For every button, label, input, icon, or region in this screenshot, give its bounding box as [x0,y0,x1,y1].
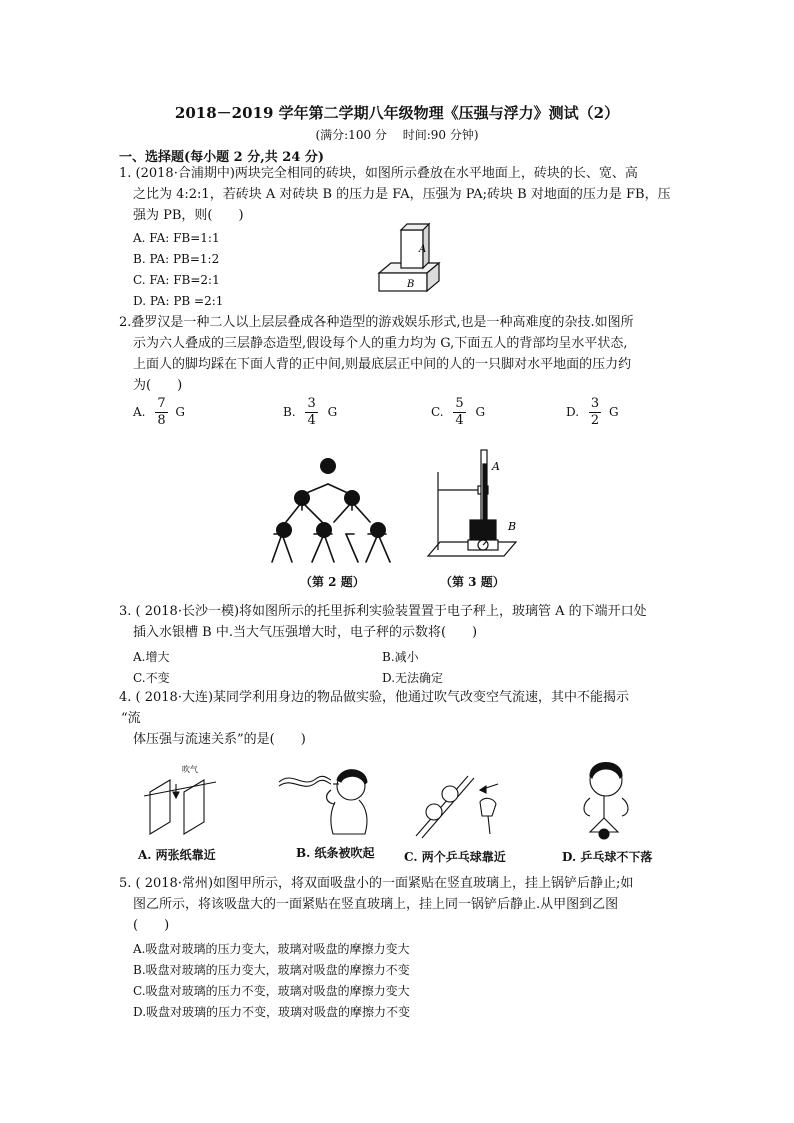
q4-line-2: “流 [121,711,141,726]
q4-caption-a: A. 两张纸靠近 [138,848,216,862]
q2-option-b [283,396,337,429]
q5-option-a: A.吸盘对玻璃的压力变大，玻璃对吸盘的摩擦力变大 [133,942,410,956]
q1-label-a: A [419,244,427,255]
page-title: 2018－2019 学年第二学期八年级物理《压强与浮力》测试（2） [174,104,620,122]
q2-line-3: 上面人的脚均踩在下面人背的正中间,则最底层正中间的人的一只脚对水平地面的压力约 [133,357,632,372]
q2-option-b-unit: G [327,405,338,419]
q2-option-c-den: 4 [455,413,464,428]
q2-option-d [566,396,619,429]
section-heading-choice: 一、选择题(每小题 2 分,共 24 分) [119,150,325,165]
q4-figure-d-funnel-ball [560,758,650,844]
q5-line-1: 5. ( 2018·常州)如图甲所示，将双面吸盘小的一面紧贴在竖直玻璃上，挂上锅铲后静止;如 [119,876,634,891]
q4-caption-d: D. 乒乓球不下落 [562,850,653,864]
q2-option-a-fraction [155,396,167,429]
q2-figure-caption: （第 2 题） [300,575,365,589]
q2-option-c-fraction [453,396,465,429]
q2-option-b-den: 4 [307,413,316,428]
q2-option-b-fraction [305,396,317,429]
q4-line-3: 体压强与流速关系”的是( ) [133,732,306,747]
q3-option-a: A.增大 [133,650,170,664]
q2-line-1: 2.叠罗汉是一种二人以上层层叠成各种造型的游戏娱乐形式,也是一种高难度的杂技.如图所 [119,315,634,330]
q5-option-c: C.吸盘对玻璃的压力不变，玻璃对吸盘的摩擦力变大 [133,984,410,998]
q4-figure-c-ping-pong-balls [410,762,510,842]
q1-option-a: A. FA: FB=1:1 [133,231,220,245]
q5-option-d: D.吸盘对玻璃的压力不变，玻璃对吸盘的摩擦力不变 [133,1005,411,1019]
q2-option-a-label: A. [133,405,146,419]
q2-option-c-num: 5 [455,396,464,411]
q2-pyramid-figure [266,452,416,570]
q4-figure-b-paper-strip [275,760,375,840]
q5-line-3: ( ) [133,918,170,933]
q2-line-4: 为( ) [133,378,183,393]
q3-line-1: 3. ( 2018·长沙一模)将如图所示的托里拆利实验装置置于电子秤上，玻璃管 A 的下端开口处 [119,604,647,619]
q2-option-b-label: B. [283,405,296,419]
q3-line-2: 插入水银槽 B 中.当大气压强增大时，电子秤的示数将( ) [133,625,478,640]
q2-option-c [431,396,485,429]
q4-caption-b: B. 纸条被吹起 [296,846,375,860]
q2-option-d-label: D. [566,405,580,419]
q1-label-b: B [407,279,415,290]
q2-option-d-den: 2 [590,413,600,428]
q3-figure-caption: （第 3 题） [440,575,505,589]
q3-label-a: A [492,460,500,473]
q1-line-1: 1. (2018·合浦期中)两块完全相同的砖块，如图所示叠放在水平地面上，砖块的长、宽、高 [119,166,638,181]
q5-line-2: 图乙所示，将该吸盘大的一面紧贴在竖直玻璃上，挂上同一锅铲后静止.从甲图到乙图 [133,897,619,912]
q4-figure-a-two-papers [140,762,230,842]
q1-line-2: 之比为 4:2:1，若砖块 A 对砖块 B 的压力是 FA，压强为 PA;砖块 B 对地面的压力是 FB，压 [133,187,671,202]
q3-label-b: B [508,520,517,533]
page-subtitle: (满分:100 分 时间:90 分钟) [315,128,479,142]
q2-option-c-unit: G [475,405,486,419]
q2-option-d-fraction [589,396,601,429]
q1-option-b: B. PA: PB=1:2 [133,252,220,266]
q2-option-a-unit: G [175,405,186,419]
q1-option-c: C. FA: FB=2:1 [133,273,220,287]
q5-option-b: B.吸盘对玻璃的压力变大，玻璃对吸盘的摩擦力不变 [133,963,410,977]
q3-option-b: B.减小 [382,650,419,664]
q4-blow-label: 吹气 [182,765,198,774]
q2-option-a-den: 8 [157,413,166,428]
q2-option-b-num: 3 [307,396,316,411]
q2-line-2: 示为六人叠成的三层静态造型,假设每个人的重力均为 G,下面五人的背部均呈水平状态, [133,336,628,351]
q2-option-a-num: 7 [157,396,166,411]
q3-option-d: D.无法确定 [382,671,444,685]
q2-option-a [133,396,185,429]
q2-option-d-num: 3 [590,396,600,411]
q2-option-d-unit: G [608,405,619,419]
q1-option-d: D. PA: PB =2:1 [133,294,224,308]
q4-line-1: 4. ( 2018·大连)某同学利用身边的物品做实验，他通过吹气改变空气流速，其中不能揭示 [119,690,630,705]
q2-option-c-label: C. [431,405,444,419]
q3-option-c: C.不变 [133,671,170,685]
q4-caption-c: C. 两个乒乓球靠近 [404,850,506,864]
q1-line-3: 强为 PB，则( ) [133,208,244,223]
q3-torricelli-figure [424,446,524,568]
q1-bricks-figure [375,218,445,296]
